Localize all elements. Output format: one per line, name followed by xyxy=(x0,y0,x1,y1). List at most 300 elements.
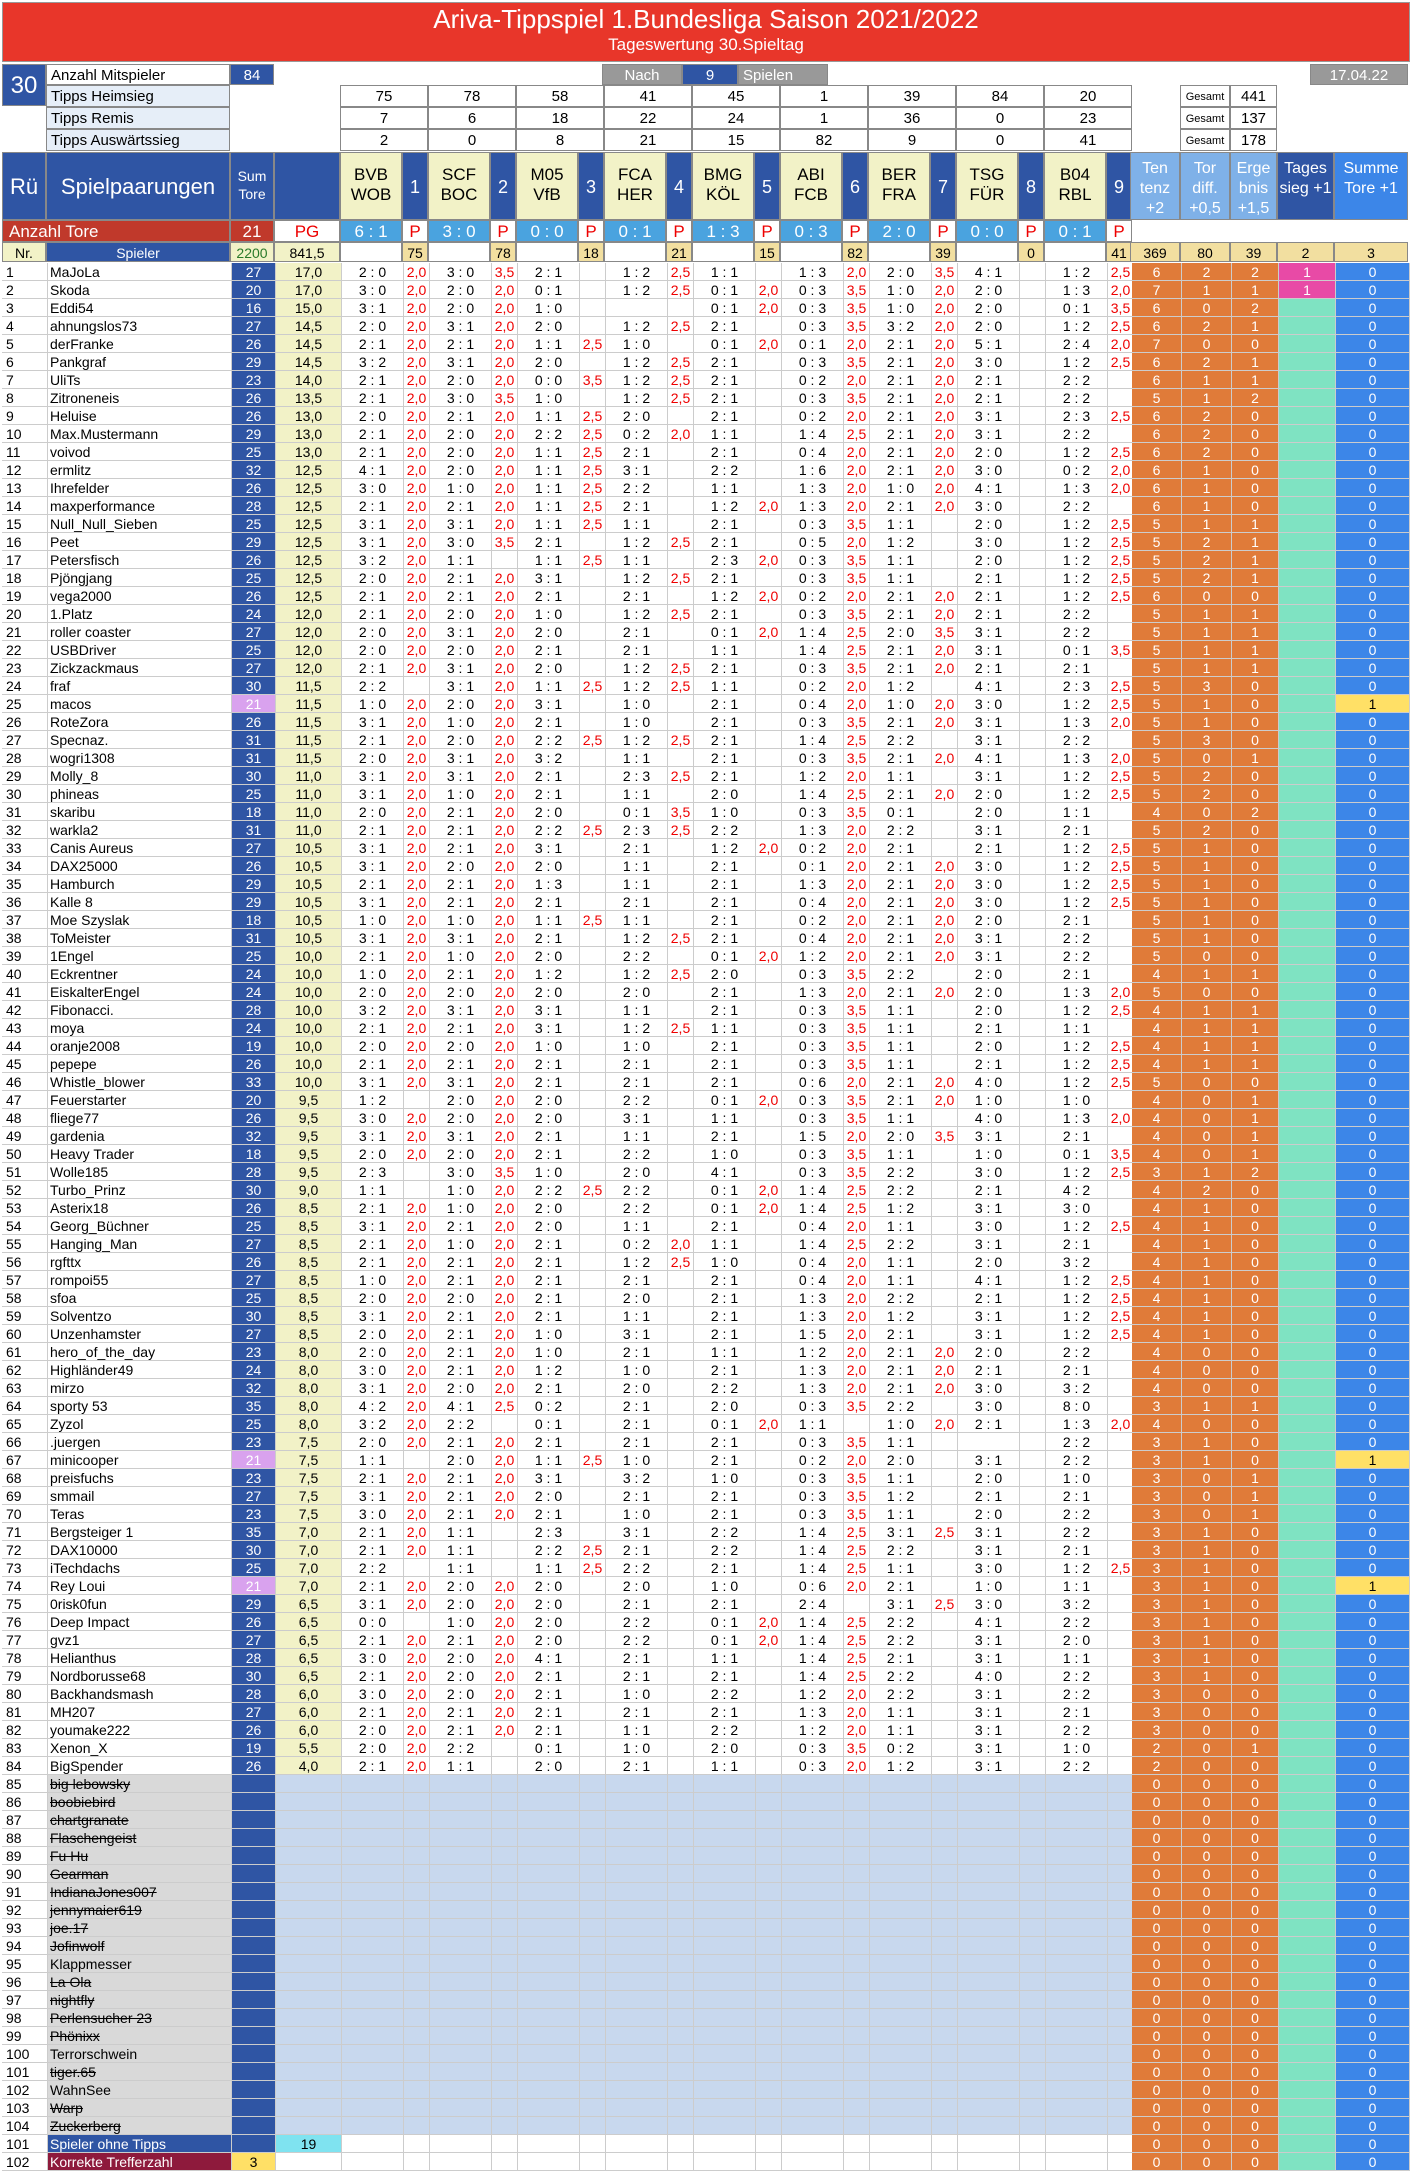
match-tip: 0 : 3 xyxy=(782,965,844,983)
player-sum-goals: 31 xyxy=(232,929,276,947)
match-tip-points xyxy=(580,1433,606,1451)
bonus-result: 1 xyxy=(1232,515,1279,533)
match-tip-points xyxy=(756,821,782,839)
player-points xyxy=(276,1829,342,1847)
bonus-sum-goals: 0 xyxy=(1336,2099,1410,2117)
match-tip-points xyxy=(1020,1055,1046,1073)
bonus-sum-goals: 0 xyxy=(1336,1019,1410,1037)
match-tip: 2 : 1 xyxy=(1046,1361,1108,1379)
match-tip-points: 2,0 xyxy=(756,1415,782,1433)
player-name: Max.Mustermann xyxy=(48,425,232,443)
match-tip: 2 : 4 xyxy=(1046,335,1108,353)
match-tip: 2 : 2 xyxy=(606,1631,668,1649)
match-tip-points xyxy=(756,1361,782,1379)
match-tip-points xyxy=(580,1919,606,1937)
match-tip-points xyxy=(404,2063,430,2081)
match-tip-points: 2,0 xyxy=(404,1235,430,1253)
bonus-sum-goals: 0 xyxy=(1336,1775,1410,1793)
match-tip: 2 : 1 xyxy=(518,893,580,911)
table-row-inactive xyxy=(2,2027,1410,2045)
match-tip: 2 : 2 xyxy=(1046,605,1108,623)
match-tip-points: 2,0 xyxy=(1108,335,1134,353)
match-tip: 1 : 2 xyxy=(606,605,668,623)
tips-count: 9 xyxy=(868,129,956,151)
match-tip-points xyxy=(756,2153,782,2171)
match-tip: 1 : 1 xyxy=(430,1541,492,1559)
match-tip-points: 2,5 xyxy=(932,1523,958,1541)
ru-label: Rü xyxy=(2,152,46,220)
match-tip: 1 : 2 xyxy=(1046,1217,1108,1235)
match-tip: 2 : 1 xyxy=(870,929,932,947)
match-tip: 4 : 1 xyxy=(958,677,1020,695)
bonus-result: 0 xyxy=(1232,1847,1279,1865)
match-tip-points xyxy=(492,1757,518,1775)
match-tip-points: 2,0 xyxy=(492,407,518,425)
bonus-goal-diff: 0 xyxy=(1182,1775,1232,1793)
match-tip-points xyxy=(668,1973,694,1991)
match-tip: 1 : 0 xyxy=(1046,1739,1108,1757)
bonus-sum-goals: 0 xyxy=(1336,731,1410,749)
row-number: 39 xyxy=(2,947,48,965)
match-tip-points: 2,0 xyxy=(932,1361,958,1379)
player-points: 10,5 xyxy=(276,893,342,911)
match-tip-points xyxy=(756,533,782,551)
player-sum-goals xyxy=(232,2027,276,2045)
match-tip-points: 2,0 xyxy=(492,1181,518,1199)
match-tip: 1 : 6 xyxy=(782,461,844,479)
bonus-goal-diff: 0 xyxy=(1182,1127,1232,1145)
bonus-tendency: 6 xyxy=(1132,443,1182,461)
bonus-tendency: 6 xyxy=(1132,353,1182,371)
match-tip-points xyxy=(580,1523,606,1541)
match-tip: 1 : 0 xyxy=(606,695,668,713)
match-tip-points xyxy=(1020,1181,1046,1199)
match-tip: 1 : 2 xyxy=(782,767,844,785)
match-tip: 1 : 1 xyxy=(870,1001,932,1019)
bonus-goal-diff: 1 xyxy=(1182,857,1232,875)
match-tip: 1 : 2 xyxy=(782,1343,844,1361)
match-tip-points xyxy=(1020,1487,1046,1505)
match-result: 0 : 0 xyxy=(956,220,1018,242)
bonus-goal-diff: 0 xyxy=(1182,587,1232,605)
match-tip-points xyxy=(1108,1721,1134,1739)
match-tip-points xyxy=(404,1865,430,1883)
match-tip: 2 : 0 xyxy=(606,1379,668,1397)
bonus-goal-diff: 1 xyxy=(1182,1559,1232,1577)
match-tip xyxy=(958,1973,1020,1991)
player-points xyxy=(276,1991,342,2009)
row-number: 61 xyxy=(2,1343,48,1361)
match-tip: 0 : 2 xyxy=(606,1235,668,1253)
bonus-result: 0 xyxy=(1232,821,1279,839)
player-sum-goals: 32 xyxy=(232,461,276,479)
match-tip-points xyxy=(668,1865,694,1883)
match-tip-points xyxy=(1108,1649,1134,1667)
match-tip xyxy=(606,2099,668,2117)
player-name: Jofinwolf xyxy=(48,1937,232,1955)
match-tip xyxy=(782,1991,844,2009)
match-tip-points xyxy=(404,1847,430,1865)
bonus-day-win xyxy=(1279,1883,1336,1901)
match-tip-points xyxy=(932,1181,958,1199)
footer-correct-count xyxy=(2,2153,1410,2171)
match-tip-points xyxy=(668,1937,694,1955)
match-tip-points xyxy=(1020,1577,1046,1595)
bonus-day-win xyxy=(1279,605,1336,623)
match-tip: 1 : 5 xyxy=(782,1127,844,1145)
match-tip: 1 : 2 xyxy=(870,1199,932,1217)
row-number: 56 xyxy=(2,1253,48,1271)
match-number: 6 xyxy=(842,152,868,220)
match-tip-points xyxy=(580,785,606,803)
match-tip: 1 : 1 xyxy=(518,443,580,461)
player-points xyxy=(276,1847,342,1865)
match-tip xyxy=(1046,1901,1108,1919)
match-tip-points xyxy=(404,1811,430,1829)
bonus-tendency: 0 xyxy=(1132,1991,1182,2009)
match-tip-points: 2,5 xyxy=(668,731,694,749)
table-row xyxy=(2,785,1410,803)
bonus-goal-diff: 1 xyxy=(1182,1667,1232,1685)
match-tip-points xyxy=(844,2153,870,2171)
match-tip-points xyxy=(932,1037,958,1055)
row-number: 25 xyxy=(2,695,48,713)
match-tip-points xyxy=(668,2045,694,2063)
match-tip: 2 : 2 xyxy=(1046,371,1108,389)
match-tip xyxy=(1046,2045,1108,2063)
player-sum-goals: 26 xyxy=(232,407,276,425)
match-tip: 1 : 1 xyxy=(694,1109,756,1127)
match-tip-points: 2,0 xyxy=(492,317,518,335)
player-name: gvz1 xyxy=(48,1631,232,1649)
player-sum-goals: 26 xyxy=(232,551,276,569)
player-name: Wolle185 xyxy=(48,1163,232,1181)
match-tip-points: 2,5 xyxy=(1108,677,1134,695)
match-tip: 3 : 1 xyxy=(958,947,1020,965)
bonus-goal-diff: 1 xyxy=(1182,1523,1232,1541)
player-name: moya xyxy=(48,1019,232,1037)
match-tip-points xyxy=(756,1703,782,1721)
match-tip-points: 2,0 xyxy=(756,947,782,965)
match-tip-points: 2,0 xyxy=(844,371,870,389)
match-tip-points: 2,0 xyxy=(404,1739,430,1757)
match-tip: 2 : 0 xyxy=(606,1289,668,1307)
match-tip: 1 : 1 xyxy=(870,1721,932,1739)
match-tip-points xyxy=(932,965,958,983)
table-row-inactive xyxy=(2,2081,1410,2099)
player-name: Teras xyxy=(48,1505,232,1523)
match-result: 2 : 0 xyxy=(868,220,930,242)
match-tip xyxy=(694,2027,756,2045)
home-team: SCF xyxy=(442,165,476,184)
player-name: oranje2008 xyxy=(48,1037,232,1055)
match-tip-points: 2,0 xyxy=(404,263,430,281)
bonus-result: 0 xyxy=(1232,2099,1279,2117)
match-tip xyxy=(694,1829,756,1847)
match-tip xyxy=(958,2099,1020,2117)
table-row xyxy=(2,263,1410,281)
match-tip-points: 2,5 xyxy=(580,335,606,353)
match-tip-points: 2,0 xyxy=(404,371,430,389)
match-tip-points: 2,5 xyxy=(668,317,694,335)
tips-count: 23 xyxy=(1044,107,1132,129)
match-tip-points xyxy=(1108,929,1134,947)
match-tip: 0 : 1 xyxy=(782,335,844,353)
match-tip: 1 : 4 xyxy=(782,1523,844,1541)
match-tip: 0 : 1 xyxy=(694,1613,756,1631)
player-points: 10,0 xyxy=(276,1073,342,1091)
match-tip-points: 2,0 xyxy=(756,1091,782,1109)
player-points: 17,0 xyxy=(276,263,342,281)
match-result: 1 : 3 xyxy=(692,220,754,242)
bonus-result: 0 xyxy=(1232,1523,1279,1541)
match-tip: 2 : 1 xyxy=(958,389,1020,407)
player-sum-goals: 30 xyxy=(232,1181,276,1199)
match-tip: 2 : 2 xyxy=(870,821,932,839)
bonus-tendency: 0 xyxy=(1132,2081,1182,2099)
match-tip: 1 : 1 xyxy=(518,461,580,479)
player-sum-goals: 30 xyxy=(232,1541,276,1559)
match-tip-points xyxy=(492,1955,518,1973)
match-tip: 3 : 1 xyxy=(342,1073,404,1091)
player-points: 13,5 xyxy=(276,389,342,407)
match-tip: 2 : 1 xyxy=(870,1091,932,1109)
row-number: 22 xyxy=(2,641,48,659)
match-tip xyxy=(342,1937,404,1955)
match-tip xyxy=(430,2045,492,2063)
match-tip-points: 2,0 xyxy=(756,299,782,317)
match-tip: 1 : 1 xyxy=(694,1649,756,1667)
match-tip: 2 : 0 xyxy=(430,1037,492,1055)
player-sum-goals: 26 xyxy=(232,1055,276,1073)
player-points: 11,5 xyxy=(276,695,342,713)
match-tip-points xyxy=(1020,479,1046,497)
participants-label: Anzahl Mitspieler xyxy=(46,64,230,85)
bonus-day-win xyxy=(1279,389,1336,407)
match-tip: 0 : 3 xyxy=(782,551,844,569)
match-tip: 3 : 0 xyxy=(958,461,1020,479)
match-tip: 3 : 2 xyxy=(342,1415,404,1433)
row-number: 41 xyxy=(2,983,48,1001)
match-tip-points: 2,0 xyxy=(404,911,430,929)
match-tip-points xyxy=(932,2099,958,2117)
match-tip-points xyxy=(756,1073,782,1091)
match-tip: 2 : 1 xyxy=(870,497,932,515)
player-name: Whistle_blower xyxy=(48,1073,232,1091)
match-tip-points xyxy=(1020,947,1046,965)
row-number: 11 xyxy=(2,443,48,461)
table-row xyxy=(2,1217,1410,1235)
match-tip-points xyxy=(1108,1775,1134,1793)
match-tip-points xyxy=(492,1991,518,2009)
match-tip-points: 2,0 xyxy=(492,1469,518,1487)
bonus-result: 1 xyxy=(1232,641,1279,659)
home-team: FCA xyxy=(618,165,652,184)
match-tip-points xyxy=(580,1253,606,1271)
match-tip xyxy=(518,2045,580,2063)
match-tip-points xyxy=(756,317,782,335)
match-tip: 1 : 2 xyxy=(870,1757,932,1775)
match-tip xyxy=(958,2081,1020,2099)
table-row xyxy=(2,569,1410,587)
match-tip-points: 2,5 xyxy=(1108,1163,1134,1181)
match-tip xyxy=(1046,2117,1108,2135)
match-tip-points xyxy=(668,1739,694,1757)
row-number: 76 xyxy=(2,1613,48,1631)
points-flag: P xyxy=(402,220,428,242)
player-points: 9,5 xyxy=(276,1163,342,1181)
match-tip-points: 2,0 xyxy=(932,929,958,947)
row-number: 19 xyxy=(2,587,48,605)
match-tip: 1 : 2 xyxy=(606,731,668,749)
match-tip: 3 : 1 xyxy=(958,1739,1020,1757)
match-tip-points: 2,0 xyxy=(404,1145,430,1163)
match-tip-points xyxy=(932,767,958,785)
match-tip: 2 : 1 xyxy=(430,1469,492,1487)
match-tip: 2 : 1 xyxy=(870,425,932,443)
bonus-result: 0 xyxy=(1232,983,1279,1001)
player-points: 12,5 xyxy=(276,587,342,605)
row-number: 103 xyxy=(2,2099,48,2117)
match-tip: 1 : 2 xyxy=(606,263,668,281)
match-tip-points: 2,5 xyxy=(932,1595,958,1613)
bonus-tendency: 0 xyxy=(1132,1865,1182,1883)
match-tip-points xyxy=(580,659,606,677)
match-tip-points xyxy=(1020,641,1046,659)
match-tip-points: 2,0 xyxy=(492,1595,518,1613)
match-tip xyxy=(606,2135,668,2153)
match-tip-points: 2,0 xyxy=(492,641,518,659)
match-tip: 0 : 1 xyxy=(694,947,756,965)
match-tip: 2 : 0 xyxy=(518,1217,580,1235)
table-row-inactive xyxy=(2,1847,1410,1865)
match-tip-points: 2,0 xyxy=(756,497,782,515)
match-tip: 2 : 1 xyxy=(694,731,756,749)
bonus-tendency: 3 xyxy=(1132,1451,1182,1469)
match-tip xyxy=(606,299,668,317)
player-sum-goals: 24 xyxy=(232,983,276,1001)
row-number: 44 xyxy=(2,1037,48,1055)
match-tip: 1 : 1 xyxy=(606,749,668,767)
match-tip-points xyxy=(1020,1649,1046,1667)
tips-count: 15 xyxy=(692,129,780,151)
match-tip-points xyxy=(580,803,606,821)
match-tip: 2 : 1 xyxy=(342,731,404,749)
match-tip: 0 : 3 xyxy=(782,1469,844,1487)
bonus-result: 0 xyxy=(1232,1433,1279,1451)
match-tip: 2 : 1 xyxy=(958,371,1020,389)
row-number: 58 xyxy=(2,1289,48,1307)
bonus-goal-diff: 2 xyxy=(1182,533,1232,551)
match-tip-points xyxy=(1108,1973,1134,1991)
match-tip xyxy=(694,1811,756,1829)
match-tip: 2 : 1 xyxy=(870,893,932,911)
table-row xyxy=(2,1037,1410,1055)
match-tip-points xyxy=(1020,749,1046,767)
match-tip xyxy=(430,2117,492,2135)
match-tip xyxy=(870,1829,932,1847)
match-tip-points: 2,0 xyxy=(404,1199,430,1217)
match-tip-points xyxy=(932,803,958,821)
player-name: wogri1308 xyxy=(48,749,232,767)
player-sum-goals: 25 xyxy=(232,1415,276,1433)
match-tip: 2 : 0 xyxy=(958,1505,1020,1523)
match-tip-points xyxy=(756,713,782,731)
match-tip-points: 2,0 xyxy=(492,299,518,317)
match-tip-points xyxy=(756,1973,782,1991)
bonus-result: 1 xyxy=(1232,659,1279,677)
bonus-goal-diff: 2 xyxy=(1182,425,1232,443)
match-tip-points xyxy=(1108,1613,1134,1631)
bonus-goal-diff: 0 xyxy=(1182,749,1232,767)
row-number: 5 xyxy=(2,335,48,353)
match-tip: 1 : 0 xyxy=(870,1415,932,1433)
bonus-day-win xyxy=(1279,1163,1336,1181)
match-tip: 1 : 0 xyxy=(958,1091,1020,1109)
home-team: BMG xyxy=(703,165,743,184)
match-tip-points xyxy=(580,1595,606,1613)
match-tip-points: 2,0 xyxy=(404,1019,430,1037)
match-tip xyxy=(1046,1775,1108,1793)
match-tip: 2 : 2 xyxy=(1046,947,1108,965)
match-tip-points xyxy=(1020,1811,1046,1829)
table-row xyxy=(2,947,1410,965)
match-tip-points xyxy=(1108,2153,1134,2171)
player-sum-goals xyxy=(232,1793,276,1811)
bonus-result: 1 xyxy=(1232,1055,1279,1073)
match-tip: 0 : 3 xyxy=(782,281,844,299)
match-tip-points xyxy=(932,2135,958,2153)
match-tip xyxy=(342,1955,404,1973)
match-tip: 2 : 1 xyxy=(518,263,580,281)
match-tip-points xyxy=(492,1865,518,1883)
bonus-goal-diff: 0 xyxy=(1182,947,1232,965)
bonus-tendency: 6 xyxy=(1132,461,1182,479)
match-tip-points xyxy=(580,2009,606,2027)
match-tip xyxy=(958,2153,1020,2171)
match-tip-points: 2,5 xyxy=(1108,695,1134,713)
match-tip-points xyxy=(1020,875,1046,893)
match-tip-points xyxy=(580,2045,606,2063)
match-tip: 1 : 3 xyxy=(782,1703,844,1721)
bonus-tendency: 4 xyxy=(1132,1307,1182,1325)
bonus-tendency: 4 xyxy=(1132,1037,1182,1055)
match-tip xyxy=(694,1775,756,1793)
match-tip xyxy=(782,1847,844,1865)
match-tip-points: 2,5 xyxy=(580,1451,606,1469)
match-tip-points: 2,0 xyxy=(492,785,518,803)
match-tip-points xyxy=(1108,1937,1134,1955)
player-sum-goals: 27 xyxy=(232,1703,276,1721)
match-tip: 1 : 3 xyxy=(782,1307,844,1325)
match-tip xyxy=(694,1883,756,1901)
match-tip: 3 : 1 xyxy=(958,1721,1020,1739)
bonus-tendency: 6 xyxy=(1132,407,1182,425)
bonus-result: 0 xyxy=(1232,1793,1279,1811)
match-tip-points: 2,0 xyxy=(1108,479,1134,497)
bonus-tendency: 0 xyxy=(1132,2009,1182,2027)
match-tip-points: 2,0 xyxy=(932,875,958,893)
player-points: 12,5 xyxy=(276,569,342,587)
table-row xyxy=(2,1199,1410,1217)
match-tip: 1 : 4 xyxy=(782,1235,844,1253)
bonus-result: 0 xyxy=(1232,1667,1279,1685)
bonus-result: 1 xyxy=(1232,1091,1279,1109)
bonus-result: 0 xyxy=(1232,1757,1279,1775)
match-tip-points xyxy=(932,2153,958,2171)
player-sum-goals: 26 xyxy=(232,479,276,497)
match-tip-points xyxy=(1020,569,1046,587)
